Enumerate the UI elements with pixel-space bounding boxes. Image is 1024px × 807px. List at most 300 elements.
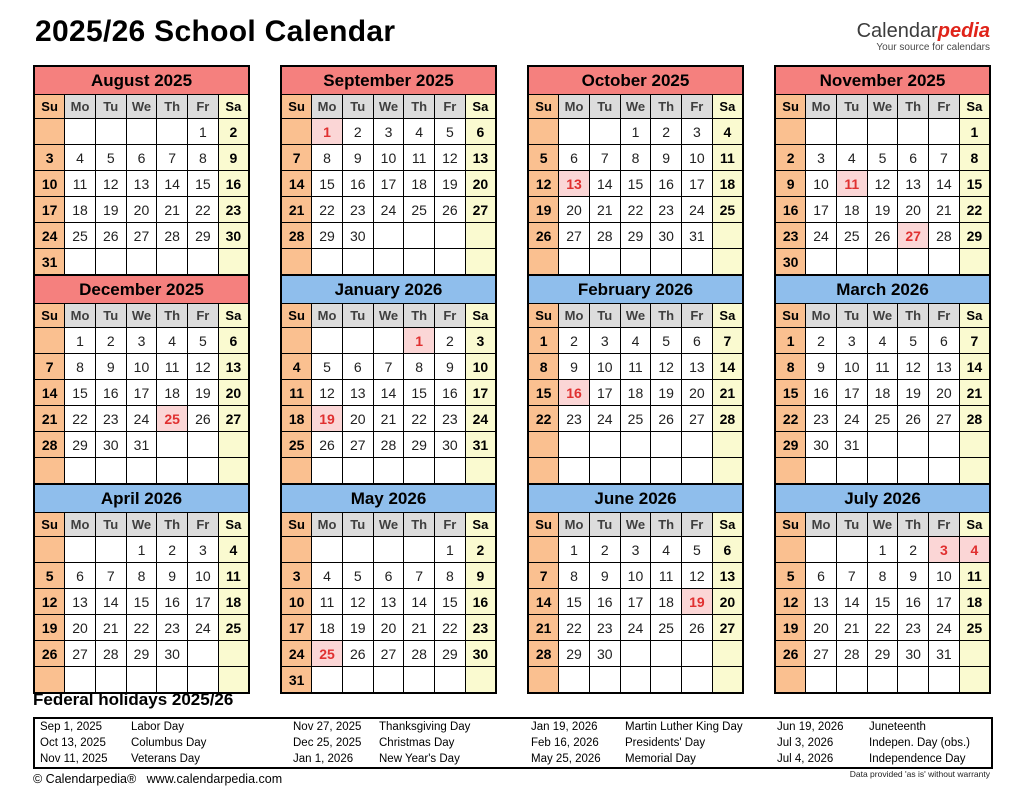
months-grid (33, 65, 991, 688)
day-cell-12: 12 (528, 171, 559, 197)
day-cell-27: 27 (342, 432, 373, 458)
empty-cell (465, 223, 496, 249)
day-cell-30: 30 (218, 223, 249, 249)
day-header-sa: Sa (218, 513, 249, 537)
day-cell-6: 6 (465, 119, 496, 145)
day-cell-2: 2 (342, 119, 373, 145)
day-header-sa: Sa (712, 304, 743, 328)
day-header-sa: Sa (218, 95, 249, 119)
month-january-2026 (280, 274, 497, 485)
day-cell-9: 9 (559, 354, 590, 380)
empty-cell (682, 249, 713, 276)
empty-cell (281, 537, 312, 563)
day-header-su: Su (34, 304, 65, 328)
empty-cell (806, 249, 837, 276)
empty-cell (281, 249, 312, 276)
empty-cell (95, 249, 126, 276)
day-cell-17: 17 (126, 380, 157, 406)
day-header-sa: Sa (959, 513, 990, 537)
day-cell-7: 7 (95, 563, 126, 589)
empty-cell (528, 458, 559, 485)
month-title: February 2026 (528, 275, 743, 304)
empty-cell (712, 223, 743, 249)
day-cell-8: 8 (528, 354, 559, 380)
empty-cell (867, 458, 898, 485)
empty-cell (775, 458, 806, 485)
day-cell-10: 10 (620, 563, 651, 589)
day-cell-25: 25 (959, 615, 990, 641)
day-header-fr: Fr (682, 95, 713, 119)
day-cell-13: 13 (712, 563, 743, 589)
day-header-th: Th (651, 95, 682, 119)
day-cell-27: 27 (712, 615, 743, 641)
day-cell-13: 13 (898, 171, 929, 197)
day-cell-9: 9 (806, 354, 837, 380)
empty-cell (218, 641, 249, 667)
day-header-tu: Tu (342, 304, 373, 328)
day-cell-24: 24 (465, 406, 496, 432)
empty-cell (682, 641, 713, 667)
day-cell-9: 9 (435, 354, 466, 380)
empty-cell (867, 432, 898, 458)
day-cell-14: 14 (281, 171, 312, 197)
day-header-fr: Fr (435, 513, 466, 537)
empty-cell (342, 537, 373, 563)
empty-cell (589, 119, 620, 145)
day-cell-14: 14 (929, 171, 960, 197)
day-header-tu: Tu (589, 513, 620, 537)
holiday-name: Labor Day (131, 721, 185, 733)
day-cell-23: 23 (465, 615, 496, 641)
day-cell-18: 18 (620, 380, 651, 406)
day-header-we: We (867, 95, 898, 119)
day-cell-7: 7 (157, 145, 188, 171)
day-cell-5: 5 (775, 563, 806, 589)
day-cell-11: 11 (712, 145, 743, 171)
holiday-name: Presidents' Day (625, 737, 706, 749)
day-cell-4: 4 (959, 537, 990, 563)
month-title: July 2026 (775, 484, 990, 513)
day-cell-13: 13 (806, 589, 837, 615)
holiday-row (34, 735, 992, 751)
day-header-mo: Mo (312, 304, 343, 328)
day-cell-6: 6 (929, 328, 960, 354)
holiday-name: Christmas Day (379, 737, 455, 749)
day-header-tu: Tu (836, 95, 867, 119)
day-cell-2: 2 (651, 119, 682, 145)
day-cell-11: 11 (218, 563, 249, 589)
day-cell-30: 30 (898, 641, 929, 667)
day-header-mo: Mo (806, 95, 837, 119)
day-cell-6: 6 (559, 145, 590, 171)
day-header-su: Su (775, 304, 806, 328)
day-cell-17: 17 (682, 171, 713, 197)
month-april-2026 (33, 483, 250, 694)
day-cell-21: 21 (959, 380, 990, 406)
day-cell-2: 2 (559, 328, 590, 354)
empty-cell (312, 328, 343, 354)
day-cell-15: 15 (867, 589, 898, 615)
day-cell-23: 23 (559, 406, 590, 432)
day-cell-25: 25 (312, 641, 343, 667)
day-header-su: Su (281, 304, 312, 328)
day-header-tu: Tu (589, 304, 620, 328)
empty-cell (34, 537, 65, 563)
day-header-fr: Fr (929, 304, 960, 328)
day-cell-2: 2 (806, 328, 837, 354)
day-cell-22: 22 (188, 197, 219, 223)
day-cell-19: 19 (651, 380, 682, 406)
day-cell-25: 25 (157, 406, 188, 432)
day-cell-21: 21 (589, 197, 620, 223)
day-cell-2: 2 (95, 328, 126, 354)
day-header-mo: Mo (65, 513, 96, 537)
day-cell-16: 16 (95, 380, 126, 406)
day-cell-21: 21 (836, 615, 867, 641)
day-cell-30: 30 (435, 432, 466, 458)
day-cell-19: 19 (435, 171, 466, 197)
day-cell-2: 2 (898, 537, 929, 563)
day-cell-4: 4 (404, 119, 435, 145)
day-cell-18: 18 (157, 380, 188, 406)
day-cell-1: 1 (867, 537, 898, 563)
day-cell-4: 4 (651, 537, 682, 563)
empty-cell (806, 667, 837, 694)
day-cell-26: 26 (342, 641, 373, 667)
day-cell-22: 22 (435, 615, 466, 641)
day-cell-29: 29 (867, 641, 898, 667)
day-cell-29: 29 (188, 223, 219, 249)
day-cell-14: 14 (959, 354, 990, 380)
day-cell-10: 10 (589, 354, 620, 380)
day-cell-24: 24 (929, 615, 960, 641)
day-cell-23: 23 (342, 197, 373, 223)
day-cell-26: 26 (435, 197, 466, 223)
day-cell-15: 15 (188, 171, 219, 197)
day-cell-27: 27 (682, 406, 713, 432)
day-cell-23: 23 (95, 406, 126, 432)
day-cell-4: 4 (312, 563, 343, 589)
empty-cell (404, 458, 435, 485)
day-cell-15: 15 (959, 171, 990, 197)
day-cell-21: 21 (281, 197, 312, 223)
day-cell-4: 4 (712, 119, 743, 145)
day-cell-22: 22 (559, 615, 590, 641)
empty-cell (898, 458, 929, 485)
empty-cell (465, 667, 496, 694)
month-title: March 2026 (775, 275, 990, 304)
day-cell-29: 29 (620, 223, 651, 249)
day-cell-27: 27 (929, 406, 960, 432)
empty-cell (188, 641, 219, 667)
month-november-2025 (774, 65, 991, 276)
empty-cell (528, 537, 559, 563)
day-cell-24: 24 (836, 406, 867, 432)
empty-cell (435, 458, 466, 485)
empty-cell (404, 667, 435, 694)
day-cell-1: 1 (775, 328, 806, 354)
day-cell-4: 4 (620, 328, 651, 354)
day-cell-12: 12 (867, 171, 898, 197)
day-cell-12: 12 (651, 354, 682, 380)
day-header-sa: Sa (218, 304, 249, 328)
day-cell-5: 5 (651, 328, 682, 354)
day-cell-18: 18 (712, 171, 743, 197)
day-header-th: Th (898, 95, 929, 119)
day-cell-29: 29 (559, 641, 590, 667)
day-cell-20: 20 (559, 197, 590, 223)
day-cell-25: 25 (867, 406, 898, 432)
empty-cell (836, 537, 867, 563)
day-cell-23: 23 (218, 197, 249, 223)
day-cell-18: 18 (65, 197, 96, 223)
day-cell-11: 11 (404, 145, 435, 171)
empty-cell (95, 537, 126, 563)
day-header-sa: Sa (712, 95, 743, 119)
day-cell-25: 25 (651, 615, 682, 641)
empty-cell (959, 432, 990, 458)
day-cell-28: 28 (712, 406, 743, 432)
day-cell-28: 28 (589, 223, 620, 249)
calendarpedia-link[interactable]: www.calendarpedia.com (146, 772, 283, 786)
day-cell-29: 29 (959, 223, 990, 249)
day-cell-28: 28 (929, 223, 960, 249)
month-title: January 2026 (281, 275, 496, 304)
day-cell-27: 27 (806, 641, 837, 667)
day-header-fr: Fr (188, 304, 219, 328)
day-header-tu: Tu (95, 513, 126, 537)
day-cell-22: 22 (404, 406, 435, 432)
empty-cell (620, 432, 651, 458)
day-cell-26: 26 (312, 432, 343, 458)
holiday-date: Feb 16, 2026 (531, 737, 599, 749)
day-cell-10: 10 (682, 145, 713, 171)
day-cell-21: 21 (95, 615, 126, 641)
empty-cell (34, 119, 65, 145)
day-cell-19: 19 (775, 615, 806, 641)
holiday-name: Veterans Day (131, 753, 201, 765)
day-header-fr: Fr (435, 304, 466, 328)
day-cell-30: 30 (465, 641, 496, 667)
day-cell-16: 16 (342, 171, 373, 197)
day-cell-24: 24 (188, 615, 219, 641)
day-cell-6: 6 (682, 328, 713, 354)
day-cell-27: 27 (218, 406, 249, 432)
day-cell-21: 21 (712, 380, 743, 406)
day-cell-23: 23 (775, 223, 806, 249)
month-october-2025 (527, 65, 744, 276)
day-header-we: We (620, 513, 651, 537)
empty-cell (712, 432, 743, 458)
day-cell-9: 9 (342, 145, 373, 171)
empty-cell (95, 458, 126, 485)
day-header-fr: Fr (929, 95, 960, 119)
day-cell-25: 25 (281, 432, 312, 458)
day-cell-29: 29 (126, 641, 157, 667)
day-header-sa: Sa (959, 304, 990, 328)
day-cell-25: 25 (620, 406, 651, 432)
day-header-we: We (867, 304, 898, 328)
day-cell-24: 24 (682, 197, 713, 223)
day-header-fr: Fr (682, 304, 713, 328)
day-cell-4: 4 (218, 537, 249, 563)
day-cell-26: 26 (651, 406, 682, 432)
day-cell-19: 19 (867, 197, 898, 223)
day-cell-6: 6 (342, 354, 373, 380)
copyright-text: © Calendarpedia® (33, 772, 137, 786)
day-cell-12: 12 (188, 354, 219, 380)
day-cell-28: 28 (836, 641, 867, 667)
day-cell-5: 5 (867, 145, 898, 171)
day-cell-16: 16 (435, 380, 466, 406)
empty-cell (435, 223, 466, 249)
holiday-name: Juneteenth (869, 721, 926, 733)
day-cell-29: 29 (312, 223, 343, 249)
day-cell-13: 13 (218, 354, 249, 380)
holiday-date: Nov 11, 2025 (40, 753, 108, 765)
day-cell-12: 12 (342, 589, 373, 615)
day-cell-8: 8 (65, 354, 96, 380)
day-header-mo: Mo (559, 95, 590, 119)
day-cell-19: 19 (95, 197, 126, 223)
day-cell-15: 15 (620, 171, 651, 197)
day-cell-20: 20 (898, 197, 929, 223)
day-cell-21: 21 (373, 406, 404, 432)
empty-cell (589, 458, 620, 485)
holiday-date: Nov 27, 2025 (293, 721, 362, 733)
month-title: August 2025 (34, 66, 249, 95)
footer (33, 772, 282, 786)
empty-cell (959, 667, 990, 694)
day-cell-28: 28 (528, 641, 559, 667)
day-cell-26: 26 (867, 223, 898, 249)
day-cell-3: 3 (929, 537, 960, 563)
federal-holidays-body (34, 718, 992, 768)
empty-cell (312, 537, 343, 563)
day-cell-27: 27 (126, 223, 157, 249)
day-cell-1: 1 (188, 119, 219, 145)
empty-cell (95, 119, 126, 145)
day-cell-4: 4 (65, 145, 96, 171)
day-cell-8: 8 (867, 563, 898, 589)
federal-holidays-heading: Federal holidays 2025/26 (33, 690, 234, 709)
disclaimer-text: Data provided 'as is' without warranty (849, 769, 990, 779)
day-cell-8: 8 (312, 145, 343, 171)
day-cell-3: 3 (836, 328, 867, 354)
day-cell-11: 11 (312, 589, 343, 615)
month-september-2025 (280, 65, 497, 276)
day-cell-23: 23 (651, 197, 682, 223)
holiday-name: Independence Day (869, 753, 966, 765)
day-cell-13: 13 (559, 171, 590, 197)
day-cell-16: 16 (806, 380, 837, 406)
day-cell-9: 9 (898, 563, 929, 589)
day-cell-3: 3 (34, 145, 65, 171)
day-header-th: Th (404, 513, 435, 537)
month-june-2026 (527, 483, 744, 694)
empty-cell (806, 119, 837, 145)
day-cell-31: 31 (929, 641, 960, 667)
day-cell-14: 14 (404, 589, 435, 615)
day-cell-22: 22 (126, 615, 157, 641)
day-cell-10: 10 (836, 354, 867, 380)
empty-cell (404, 537, 435, 563)
day-cell-5: 5 (188, 328, 219, 354)
calendarpedia-logo[interactable] (857, 21, 990, 54)
day-header-tu: Tu (342, 513, 373, 537)
empty-cell (559, 249, 590, 276)
day-cell-27: 27 (465, 197, 496, 223)
day-cell-23: 23 (806, 406, 837, 432)
day-cell-10: 10 (188, 563, 219, 589)
day-cell-27: 27 (898, 223, 929, 249)
empty-cell (929, 667, 960, 694)
day-cell-18: 18 (404, 171, 435, 197)
empty-cell (775, 119, 806, 145)
empty-cell (559, 667, 590, 694)
day-header-fr: Fr (435, 95, 466, 119)
empty-cell (342, 249, 373, 276)
day-cell-19: 19 (682, 589, 713, 615)
holiday-date: Jun 19, 2026 (777, 721, 844, 733)
day-header-we: We (126, 95, 157, 119)
day-cell-2: 2 (218, 119, 249, 145)
day-cell-20: 20 (806, 615, 837, 641)
day-cell-17: 17 (373, 171, 404, 197)
day-header-sa: Sa (465, 513, 496, 537)
day-cell-20: 20 (218, 380, 249, 406)
day-cell-16: 16 (465, 589, 496, 615)
day-cell-9: 9 (589, 563, 620, 589)
day-cell-5: 5 (95, 145, 126, 171)
holiday-name: Martin Luther King Day (625, 721, 743, 733)
empty-cell (959, 641, 990, 667)
day-cell-12: 12 (312, 380, 343, 406)
day-cell-15: 15 (404, 380, 435, 406)
holiday-date: Dec 25, 2025 (293, 737, 362, 749)
day-header-tu: Tu (95, 304, 126, 328)
day-header-sa: Sa (465, 95, 496, 119)
day-cell-11: 11 (959, 563, 990, 589)
day-cell-31: 31 (281, 667, 312, 694)
holiday-name: Memorial Day (625, 753, 696, 765)
holiday-date: Jan 1, 2026 (293, 753, 354, 765)
day-cell-26: 26 (528, 223, 559, 249)
day-cell-1: 1 (65, 328, 96, 354)
day-header-su: Su (34, 95, 65, 119)
day-header-mo: Mo (806, 513, 837, 537)
day-cell-18: 18 (312, 615, 343, 641)
empty-cell (528, 432, 559, 458)
day-cell-24: 24 (373, 197, 404, 223)
day-cell-3: 3 (806, 145, 837, 171)
day-cell-12: 12 (34, 589, 65, 615)
day-header-su: Su (281, 513, 312, 537)
day-cell-3: 3 (126, 328, 157, 354)
empty-cell (898, 432, 929, 458)
empty-cell (929, 249, 960, 276)
day-cell-13: 13 (126, 171, 157, 197)
day-header-su: Su (528, 95, 559, 119)
empty-cell (898, 119, 929, 145)
day-header-su: Su (34, 513, 65, 537)
day-cell-16: 16 (651, 171, 682, 197)
day-cell-8: 8 (620, 145, 651, 171)
empty-cell (651, 432, 682, 458)
day-cell-15: 15 (528, 380, 559, 406)
day-cell-24: 24 (589, 406, 620, 432)
empty-cell (620, 458, 651, 485)
